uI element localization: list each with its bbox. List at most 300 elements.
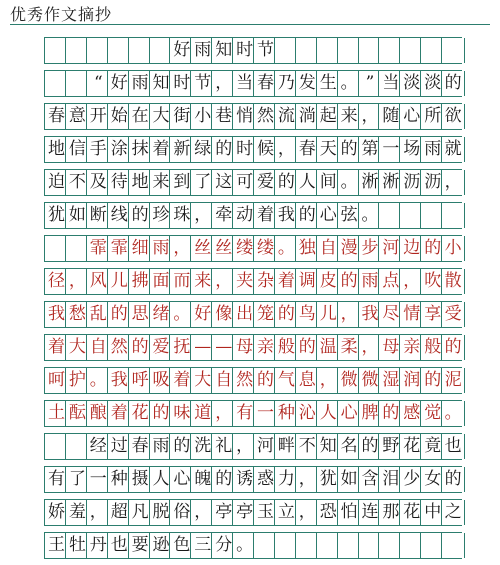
- grid-cell: 如: [65, 203, 89, 228]
- grid-cell: 。: [274, 236, 298, 261]
- grid-cell: 春: [128, 434, 152, 459]
- grid-cell: 雨: [128, 71, 152, 96]
- grid-row: [44, 466, 462, 493]
- grid-cell: “: [86, 71, 110, 96]
- grid-cell: 迫: [44, 170, 68, 195]
- grid-cell: 犹: [316, 467, 340, 492]
- grid-cell: 感: [399, 401, 423, 426]
- grid-cell: ，: [232, 434, 256, 459]
- grid-cell: 像: [211, 302, 235, 327]
- grid-cell: 有: [44, 467, 68, 492]
- grid-row: [44, 70, 462, 97]
- grid-cell: 始: [107, 104, 131, 129]
- grid-cell: 着: [149, 137, 173, 162]
- grid-cell: 羞: [65, 500, 89, 525]
- grid-cell: 时: [169, 71, 193, 96]
- grid-cell: 节: [253, 38, 277, 63]
- grid-cell: 玉: [253, 500, 277, 525]
- grid-cell: ，: [316, 368, 340, 393]
- grid-cell: 少: [399, 467, 423, 492]
- grid-cell: 吸: [149, 368, 173, 393]
- grid-cell: 呼: [128, 368, 152, 393]
- grid-cell: 恐: [316, 500, 340, 525]
- grid-row: [44, 301, 462, 328]
- grid-cell: 酝: [65, 401, 89, 426]
- grid-cell: 时: [232, 38, 256, 63]
- grid-cell: 畔: [274, 434, 298, 459]
- grid-cell: 的: [149, 401, 173, 426]
- grid-cell: 大: [149, 104, 173, 129]
- grid-cell: 息: [295, 368, 319, 393]
- grid-cell: 的: [211, 137, 235, 162]
- grid-cell: 着: [44, 335, 68, 360]
- grid-cell: 出: [232, 302, 256, 327]
- grid-cell: 的: [211, 467, 235, 492]
- grid-cell: ，: [274, 137, 298, 162]
- grid-cell: 野: [378, 434, 402, 459]
- grid-cell: 及: [86, 170, 110, 195]
- grid-cell: ，: [211, 71, 235, 96]
- grid-cell: —: [190, 335, 214, 360]
- grid-cell: ，: [211, 401, 235, 426]
- grid-cell: 种: [274, 401, 298, 426]
- grid-cell: 好: [190, 302, 214, 327]
- grid-cell: 然: [253, 104, 277, 129]
- grid-cell: 手: [86, 137, 110, 162]
- grid-cell: 的: [274, 170, 298, 195]
- grid-row: [44, 136, 462, 163]
- grid-cell: 亭: [211, 500, 235, 525]
- grid-cell: 场: [399, 137, 423, 162]
- grid-cell: 泪: [378, 467, 402, 492]
- grid-cell: 着: [107, 401, 131, 426]
- grid-cell: 连: [358, 500, 382, 525]
- grid-cell: 这: [211, 170, 235, 195]
- grid-cell: 怕: [337, 500, 361, 525]
- grid-cell: 知: [211, 38, 235, 63]
- grid-cell: 天: [316, 137, 340, 162]
- grid-cell: 断: [86, 203, 110, 228]
- grid-cell: 微: [337, 368, 361, 393]
- grid-row: [44, 499, 462, 526]
- grid-cell: 生: [316, 71, 340, 96]
- grid-cell: 般: [420, 335, 444, 360]
- grid-cell: [441, 533, 465, 558]
- grid-cell: 时: [232, 137, 256, 162]
- grid-cell: 思: [128, 302, 152, 327]
- grid-cell: 心: [316, 203, 340, 228]
- grid-cell: 鸟: [295, 302, 319, 327]
- grid-cell: 沁: [295, 401, 319, 426]
- grid-cell: ，: [295, 467, 319, 492]
- grid-cell: 心: [337, 401, 361, 426]
- grid-cell: 着: [253, 203, 277, 228]
- grid-cell: 节: [190, 71, 214, 96]
- grid-cell: 珠: [169, 203, 193, 228]
- grid-cell: 春: [253, 71, 277, 96]
- grid-cell: 的: [441, 335, 465, 360]
- grid-cell: 礼: [211, 434, 235, 459]
- grid-cell: ，: [337, 302, 361, 327]
- grid-cell: 绪: [149, 302, 173, 327]
- grid-cell: 儿: [107, 269, 131, 294]
- grid-cell: 。: [86, 368, 110, 393]
- grid-cell: 街: [169, 104, 193, 129]
- grid-cell: 分: [211, 533, 235, 558]
- grid-cell: 有: [232, 401, 256, 426]
- grid-cell: ，: [358, 335, 382, 360]
- grid-cell: 那: [378, 500, 402, 525]
- grid-cell: 了: [65, 467, 89, 492]
- grid-cell: 皮: [316, 269, 340, 294]
- grid-cell: 的: [274, 302, 298, 327]
- grid-cell: 乱: [86, 302, 110, 327]
- grid-cell: 亲: [399, 335, 423, 360]
- grid-cell: 雨: [149, 236, 173, 261]
- grid-cell: 摄: [128, 467, 152, 492]
- grid-cell: 道: [190, 401, 214, 426]
- grid-cell: 自: [86, 335, 110, 360]
- grid-cell: 湿: [378, 368, 402, 393]
- grid-row: [44, 532, 462, 559]
- grid-cell: 丝: [190, 236, 214, 261]
- grid-cell: 愁: [65, 302, 89, 327]
- grid-cell: 。: [232, 533, 256, 558]
- grid-cell: 不: [65, 170, 89, 195]
- grid-cell: 边: [399, 236, 423, 261]
- grid-cell: 爱: [253, 170, 277, 195]
- grid-cell: 气: [274, 368, 298, 393]
- grid-cell: 俗: [169, 500, 193, 525]
- grid-cell: 可: [232, 170, 256, 195]
- grid-cell: 而: [169, 269, 193, 294]
- grid-cell: 的: [441, 467, 465, 492]
- grid-cell: ，: [65, 269, 89, 294]
- grid-cell: 当: [232, 71, 256, 96]
- grid-cell: 柔: [337, 335, 361, 360]
- grid-cell: 弦: [337, 203, 361, 228]
- grid-cell: 着: [169, 368, 193, 393]
- grid-cell: 。: [169, 302, 193, 327]
- grid-cell: 魄: [190, 467, 214, 492]
- grid-cell: 抹: [128, 137, 152, 162]
- grid-cell: 泥: [441, 368, 465, 393]
- grid-cell: 味: [169, 401, 193, 426]
- grid-cell: 花: [128, 401, 152, 426]
- grid-cell: 杂: [253, 269, 277, 294]
- grid-cell: 所: [420, 104, 444, 129]
- grid-cell: 花: [399, 434, 423, 459]
- grid-cell: 地: [44, 137, 68, 162]
- grid-cell: 雨: [358, 269, 382, 294]
- grid-cell: 牵: [211, 203, 235, 228]
- grid-cell: 候: [253, 137, 277, 162]
- grid-cell: 脱: [149, 500, 173, 525]
- grid-cell: 亭: [232, 500, 256, 525]
- grid-cell: 的: [295, 335, 319, 360]
- grid-cell: 的: [169, 434, 193, 459]
- grid-cell: 来: [190, 269, 214, 294]
- grid-cell: 霏: [107, 236, 131, 261]
- grid-cell: 女: [420, 467, 444, 492]
- grid-cell: 风: [86, 269, 110, 294]
- grid-cell: 了: [190, 170, 214, 195]
- grid-cell: 一: [253, 401, 277, 426]
- grid-cell: ，: [190, 500, 214, 525]
- grid-cell: 脾: [358, 401, 382, 426]
- grid-cell: 第: [358, 137, 382, 162]
- grid-cell: 人: [149, 467, 173, 492]
- grid-cell: 土: [44, 401, 68, 426]
- grid-cell: 流: [274, 104, 298, 129]
- grid-cell: 缕: [253, 236, 277, 261]
- grid-cell: 我: [107, 368, 131, 393]
- grid-cell: 的: [337, 137, 361, 162]
- grid-cell: 细: [128, 236, 152, 261]
- grid-cell: 绿: [190, 137, 214, 162]
- grid-cell: 面: [149, 269, 173, 294]
- grid-cell: 不: [295, 434, 319, 459]
- grid-cell: 我: [44, 302, 68, 327]
- grid-cell: 的: [128, 335, 152, 360]
- grid-cell: 花: [399, 500, 423, 525]
- grid-cell: 如: [337, 467, 361, 492]
- grid-cell: 要: [128, 533, 152, 558]
- grid-cell: 心: [399, 104, 423, 129]
- grid-cell: 人: [316, 401, 340, 426]
- grid-cell: 然: [232, 368, 256, 393]
- grid-cell: 来: [149, 170, 173, 195]
- grid-cell: 独: [295, 236, 319, 261]
- grid-cell: 的: [337, 269, 361, 294]
- grid-cell: 雨: [420, 137, 444, 162]
- grid-cell: 淅: [358, 170, 382, 195]
- grid-cell: 淡: [420, 71, 444, 96]
- grid-cell: 意: [65, 104, 89, 129]
- grid-cell: 涂: [107, 137, 131, 162]
- grid-cell: 着: [274, 269, 298, 294]
- grid-cell: 散: [441, 269, 465, 294]
- grid-cell: 珍: [149, 203, 173, 228]
- grid-cell: 母: [378, 335, 402, 360]
- grid-cell: 河: [253, 434, 277, 459]
- grid-row: [44, 400, 462, 427]
- grid-cell: 一: [378, 137, 402, 162]
- grid-cell: 小: [190, 104, 214, 129]
- grid-cell: 来: [337, 104, 361, 129]
- grid-cell: 笼: [253, 302, 277, 327]
- grid-cell: ，: [86, 500, 110, 525]
- grid-cell: ，: [190, 203, 214, 228]
- grid-cell: 。: [441, 401, 465, 426]
- grid-cell: 超: [107, 500, 131, 525]
- grid-row: [44, 334, 462, 361]
- grid-cell: 诱: [232, 467, 256, 492]
- grid-cell: 过: [107, 434, 131, 459]
- grid-cell: 中: [420, 500, 444, 525]
- grid-cell: 含: [358, 467, 382, 492]
- grid-row: [44, 268, 462, 295]
- grid-cell: 动: [232, 203, 256, 228]
- grid-cell: 欲: [441, 104, 465, 129]
- grid-cell: 巷: [211, 104, 235, 129]
- grid-cell: ，: [441, 170, 465, 195]
- grid-cell: 。: [337, 71, 361, 96]
- grid-cell: 径: [44, 269, 68, 294]
- grid-cell: 的: [358, 434, 382, 459]
- grid-cell: 情: [399, 302, 423, 327]
- grid-cell: 的: [441, 71, 465, 96]
- grid-cell: 享: [420, 302, 444, 327]
- grid-cell: ，: [211, 269, 235, 294]
- grid-cell: 人: [295, 170, 319, 195]
- grid-cell: 也: [441, 434, 465, 459]
- grid-cell: 淅: [378, 170, 402, 195]
- grid-cell: 信: [65, 137, 89, 162]
- grid-cell: 。: [358, 203, 382, 228]
- grid-cell: 大: [65, 335, 89, 360]
- grid-cell: 。: [337, 170, 361, 195]
- grid-cell: 间: [316, 170, 340, 195]
- grid-cell: 沥: [420, 170, 444, 195]
- grid-cell: 雨: [190, 38, 214, 63]
- grid-cell: 乃: [274, 71, 298, 96]
- grid-cell: 漫: [337, 236, 361, 261]
- grid-cell: 觉: [420, 401, 444, 426]
- grid-cell: 知: [149, 71, 173, 96]
- grid-cell: ，: [358, 104, 382, 129]
- grid-cell: 娇: [44, 500, 68, 525]
- grid-cell: 新: [169, 137, 193, 162]
- grid-cell: 凡: [128, 500, 152, 525]
- grid-cell: 在: [128, 104, 152, 129]
- grid-cell: 儿: [316, 302, 340, 327]
- grid-cell: 微: [358, 368, 382, 393]
- grid-cell: 雨: [149, 434, 173, 459]
- grid-cell: 丹: [86, 533, 110, 558]
- grid-cell: 之: [441, 500, 465, 525]
- grid-cell: 沥: [399, 170, 423, 195]
- grid-cell: 起: [316, 104, 340, 129]
- grid-cell: 的: [420, 236, 444, 261]
- grid-cell: 立: [274, 500, 298, 525]
- grid-cell: 经: [86, 434, 110, 459]
- grid-row: [44, 37, 462, 64]
- grid-cell: 王: [44, 533, 68, 558]
- grid-cell: 当: [378, 71, 402, 96]
- grid-cell: 惑: [253, 467, 277, 492]
- grid-cell: 母: [232, 335, 256, 360]
- grid-cell: 春: [44, 104, 68, 129]
- grid-cell: 我: [358, 302, 382, 327]
- grid-cell: 自: [211, 368, 235, 393]
- grid-cell: 淡: [399, 71, 423, 96]
- grid-cell: 洗: [190, 434, 214, 459]
- grid-row: [44, 235, 462, 262]
- grid-cell: 的: [295, 203, 319, 228]
- grid-cell: 受: [441, 302, 465, 327]
- grid-cell: 大: [190, 368, 214, 393]
- grid-cell: 犹: [44, 203, 68, 228]
- grid-cell: 好: [169, 38, 193, 63]
- grid-row: [44, 169, 462, 196]
- grid-cell: 也: [107, 533, 131, 558]
- grid-cell: 丝: [211, 236, 235, 261]
- grid-cell: 步: [358, 236, 382, 261]
- grid-cell: 爱: [149, 335, 173, 360]
- grid-cell: 呵: [44, 368, 68, 393]
- grid-cell: ，: [295, 500, 319, 525]
- grid-cell: 就: [441, 137, 465, 162]
- grid-cell: 润: [399, 368, 423, 393]
- grid-cell: 的: [128, 203, 152, 228]
- grid-cell: —: [211, 335, 235, 360]
- grid-cell: 调: [295, 269, 319, 294]
- grid-row: [44, 433, 462, 460]
- grid-row: [44, 367, 462, 394]
- grid-cell: 到: [169, 170, 193, 195]
- grid-cell: [441, 38, 465, 63]
- composition-grid: [44, 37, 462, 565]
- grid-row: [44, 202, 462, 229]
- grid-cell: 逊: [149, 533, 173, 558]
- grid-cell: 淌: [295, 104, 319, 129]
- grid-cell: 般: [274, 335, 298, 360]
- grid-cell: 线: [107, 203, 131, 228]
- grid-cell: 牡: [65, 533, 89, 558]
- grid-cell: 三: [190, 533, 214, 558]
- heading-divider: [10, 24, 490, 25]
- grid-cell: 自: [316, 236, 340, 261]
- grid-cell: 然: [107, 335, 131, 360]
- grid-cell: 的: [420, 368, 444, 393]
- grid-cell: 缕: [232, 236, 256, 261]
- grid-cell: 温: [316, 335, 340, 360]
- grid-cell: 随: [378, 104, 402, 129]
- grid-cell: 心: [169, 467, 193, 492]
- grid-cell: 地: [128, 170, 152, 195]
- grid-cell: 开: [86, 104, 110, 129]
- grid-cell: 悄: [232, 104, 256, 129]
- grid-cell: 霏: [86, 236, 110, 261]
- grid-cell: 抚: [169, 335, 193, 360]
- grid-cell: ”: [358, 71, 382, 96]
- grid-cell: 种: [107, 467, 131, 492]
- grid-cell: 小: [441, 236, 465, 261]
- grid-cell: 夹: [232, 269, 256, 294]
- grid-cell: 待: [107, 170, 131, 195]
- grid-cell: 发: [295, 71, 319, 96]
- page-heading: 优秀作文摘抄: [10, 5, 113, 24]
- grid-cell: 知: [316, 434, 340, 459]
- grid-cell: ，: [169, 236, 193, 261]
- grid-cell: 色: [169, 533, 193, 558]
- grid-cell: ，: [399, 269, 423, 294]
- grid-cell: 酿: [86, 401, 110, 426]
- grid-cell: 护: [65, 368, 89, 393]
- grid-row: [44, 103, 462, 130]
- grid-cell: 河: [378, 236, 402, 261]
- grid-cell: 尽: [378, 302, 402, 327]
- grid-cell: 春: [295, 137, 319, 162]
- grid-cell: 的: [107, 302, 131, 327]
- grid-cell: 名: [337, 434, 361, 459]
- grid-cell: 我: [274, 203, 298, 228]
- grid-cell: 的: [253, 368, 277, 393]
- grid-cell: 力: [274, 467, 298, 492]
- grid-cell: 竟: [420, 434, 444, 459]
- grid-cell: [441, 203, 465, 228]
